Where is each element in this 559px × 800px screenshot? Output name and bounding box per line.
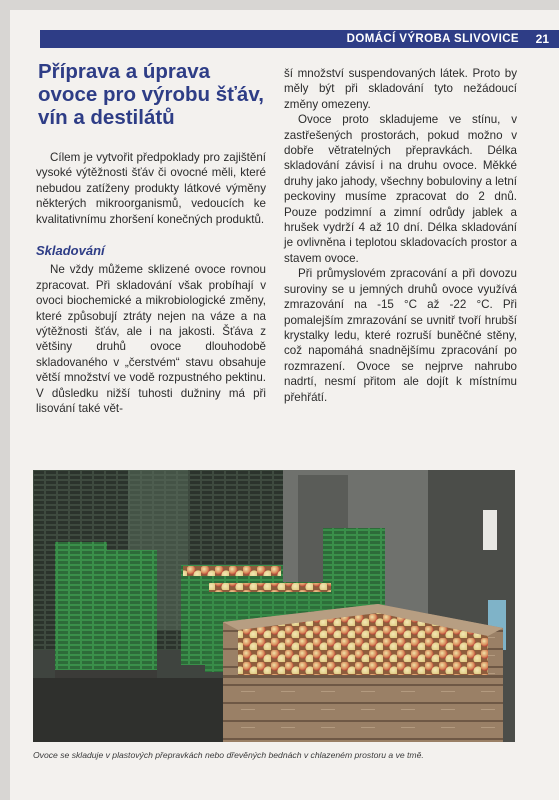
running-header bbox=[40, 30, 559, 48]
running-header-title: DOMÁCÍ VÝROBA SLIVOVICE bbox=[346, 33, 519, 45]
storage-photo-illustration bbox=[33, 470, 515, 742]
page-number: 21 bbox=[535, 32, 549, 46]
photo-caption: Ovoce se skladuje v plastových přepravkách nebo dřevěných bednách v chlazeném prostoru a ve tmě. bbox=[33, 750, 424, 760]
text-column-right bbox=[284, 66, 517, 405]
body-paragraph-continued: ší množství suspendovaných látek. Proto by měly být při skladování tyto nežádoucí změny omezeny. bbox=[284, 67, 517, 111]
storage-photo bbox=[33, 470, 515, 742]
body-paragraph: Při průmyslovém zpracování a při dovozu suroviny se u jemných druhů ovoce využívá zmrazování na -15 °C až -22 °C. Při pomalejším zmrazování se uvnitř tvoří hrubší krystalky ledu, které rozruší buněčné stěny, což napomáhá snadnějšímu zpracování po rozmrazení. Ovoce se nejprve nahrubo nadrtí, nesmí přitom ale dojít k místnímu přehřátí. bbox=[284, 267, 517, 404]
chapter-title: Příprava a úprava ovoce pro výrobu šťáv, vín a destilátů bbox=[38, 60, 264, 129]
body-paragraph: Ne vždy můžeme sklizené ovoce rovnou zpracovat. Při skladování však probíhají v ovoci biochemické a mikrobiologické změny, které způsobují ztráty nejen na váze a na výtěžnosti šťáv, ale i na jakosti. Šťáva z většiny druhů ovoce dlouhodobě skladovaného v „čerstvém“ stavu obsahuje větší množství ve vodě rozpustného pektinu. V důsledku nižší tuhosti dužniny má při lisování také vět- bbox=[36, 263, 266, 416]
body-paragraph: Ovoce proto skladujeme ve stínu, v zastřešených prostorách, pokud možno v dobře větratelných přepravkách. Délka skladování závisí i na druhu ovoce. Měkké druhy jako jahody, všechny bobuloviny a letní peckoviny musíme zpracovat do 2 dnů. Pouze podzimní a zimní odrůdy jablek a hrušek vydrží 4 až 10 dní. Délka skladování je ovlivněna i teplotou skladovacích prostor a stavem ovoce. bbox=[284, 113, 517, 265]
section-heading: Skladování bbox=[36, 243, 105, 259]
intro-paragraph: Cílem je vytvořit předpoklady pro zajištění vysoké výtěžnosti šťáv či ovocné měli, které nebudou zatíženy produkty látkové výměny některých mikroorganismů, vedoucích ke kvalitativnímu zhoršení konečných produktů. bbox=[36, 151, 266, 226]
text-column-left bbox=[36, 150, 266, 417]
